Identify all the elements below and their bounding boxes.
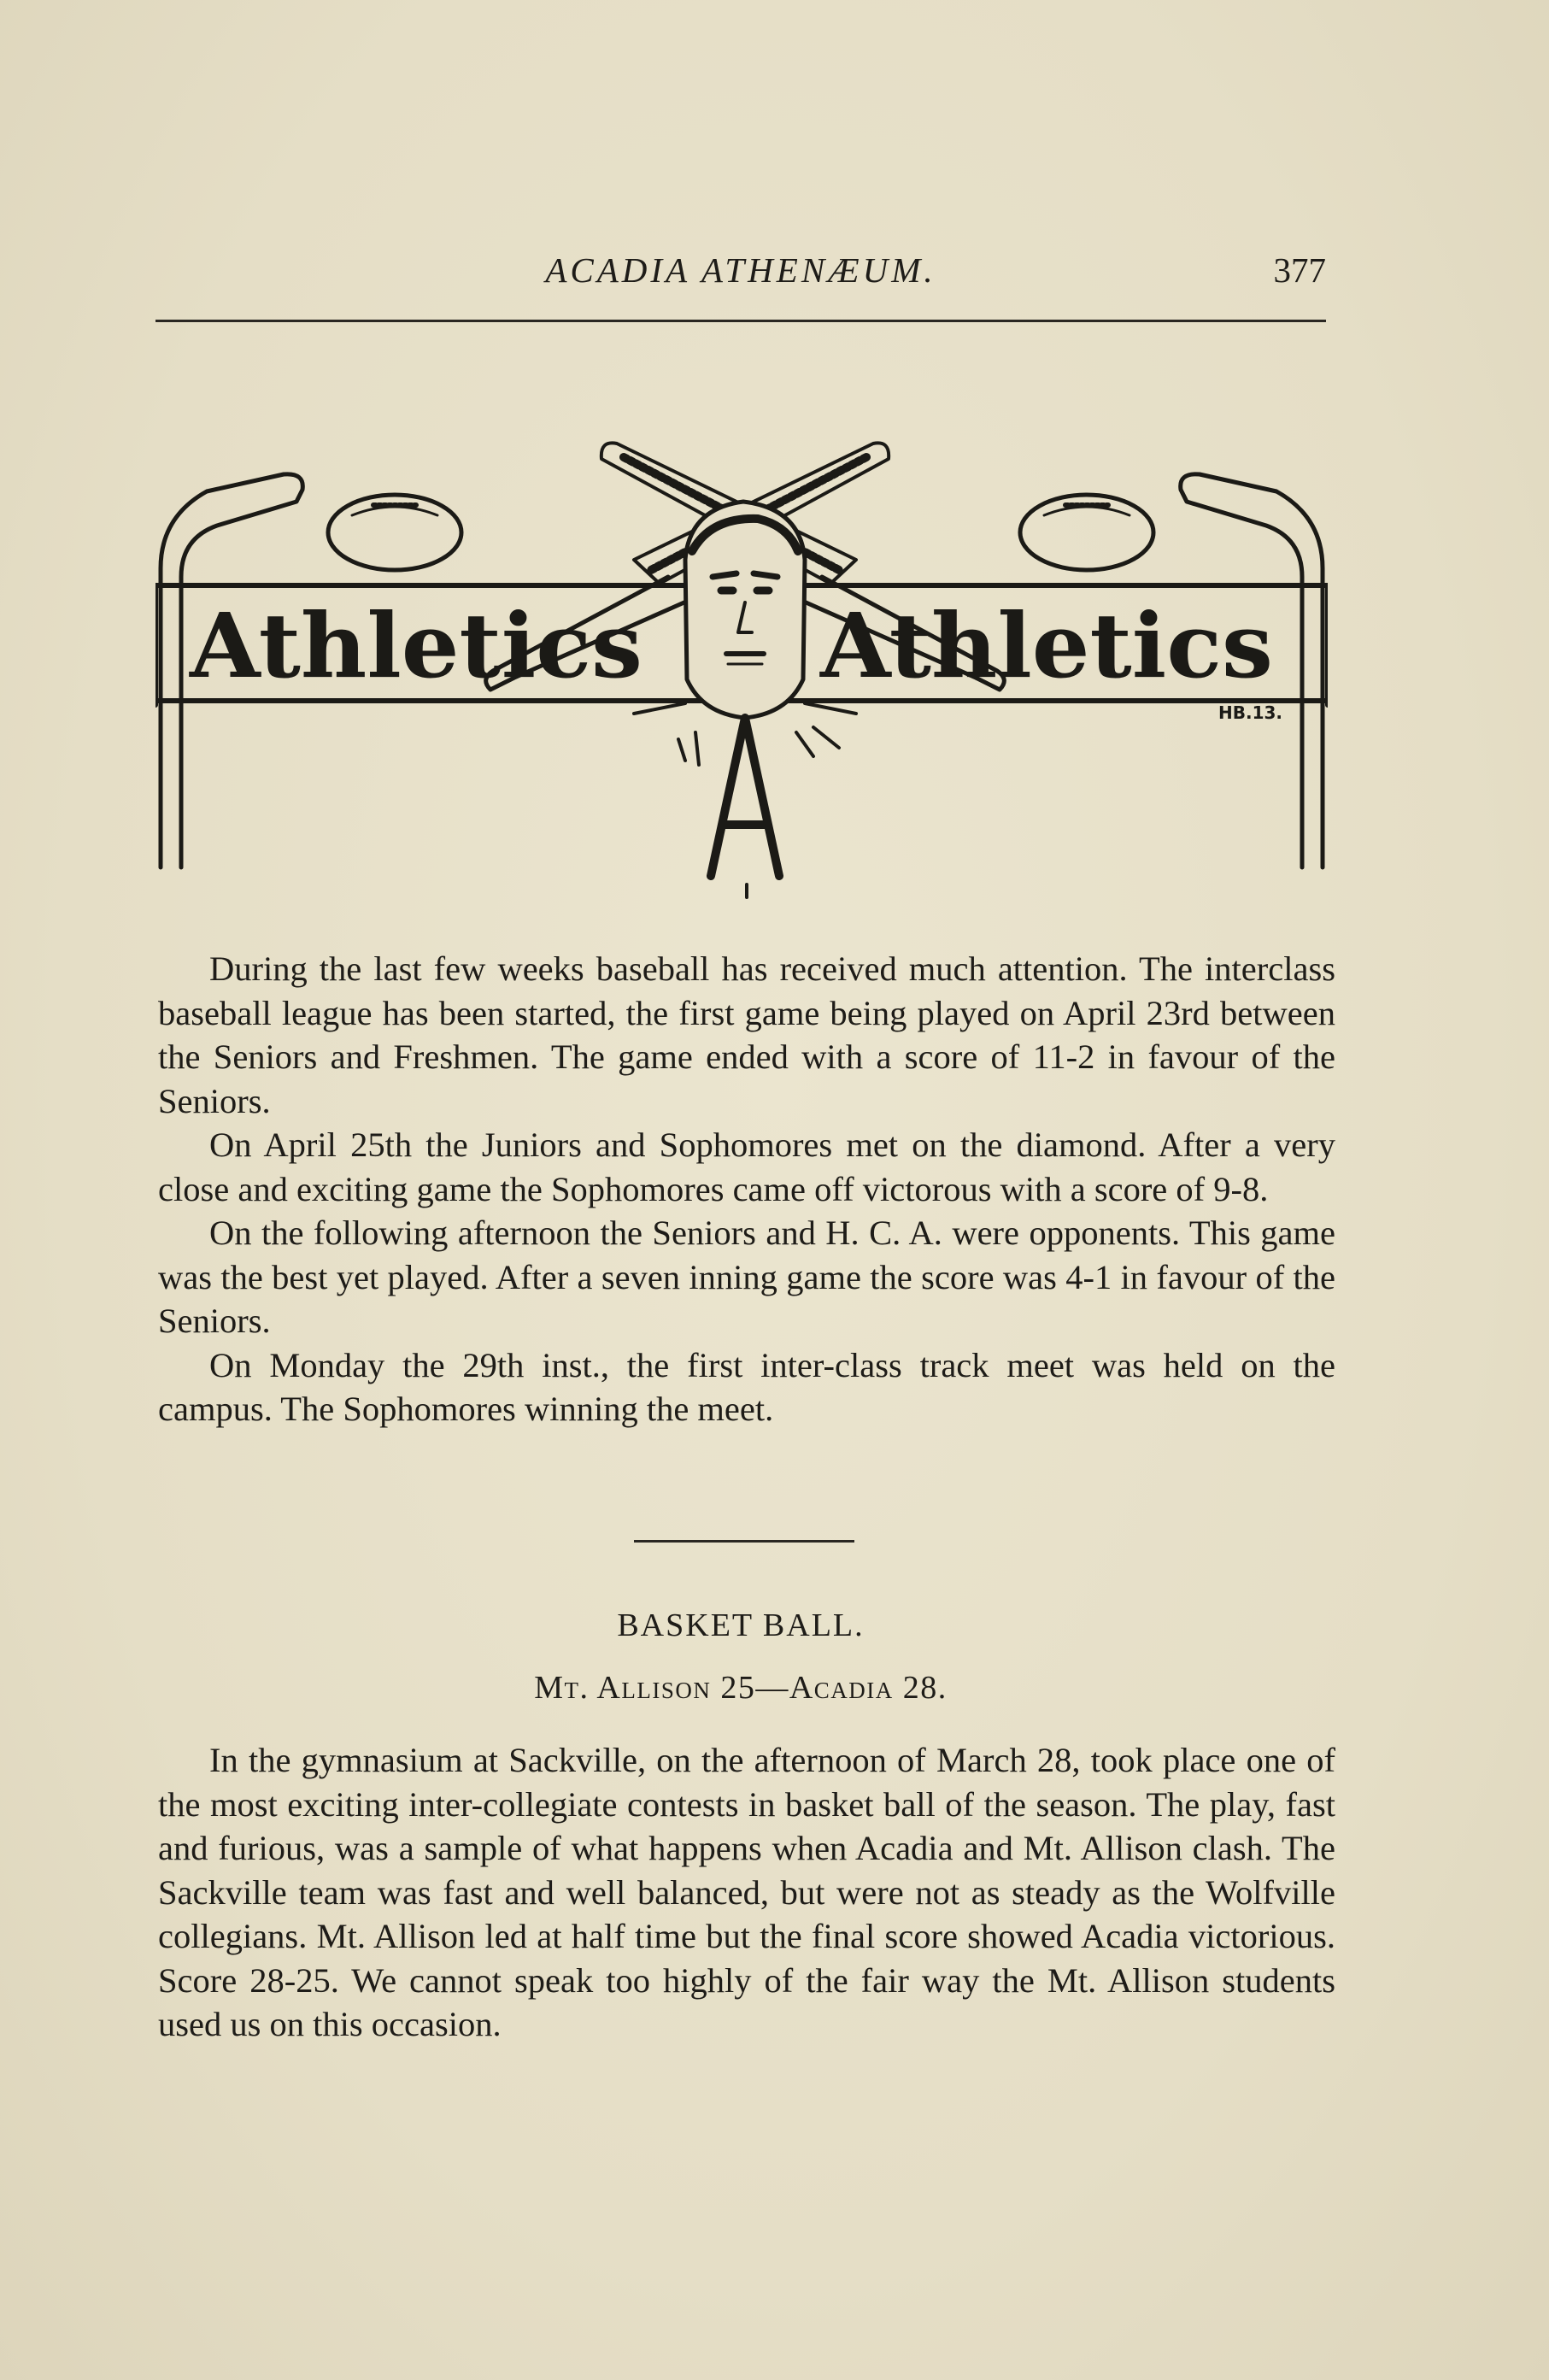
page-number: 377 [1273,250,1326,290]
header-rule [155,320,1326,322]
running-head [155,250,1326,301]
acadia-a-monogram-icon [634,703,856,897]
banner-word-right: Athletics [819,593,1273,698]
student-face-icon [685,502,805,718]
athletics-banner-illustration [155,423,1328,902]
basketball-text [158,1738,1335,2047]
paragraph: During the last few weeks baseball has received much attention. The interclass baseball league has been started, the first game being played on April 23rd between the Seniors and Freshmen. The game ended with a score of 11-2 in favour of the Seniors. [158,949,1335,1120]
paragraph: On the following afternoon the Seniors and H. C. A. were opponents. This game was the best yet played. After a seven inning game the score was 4-1 in favour of the Seniors. [158,1214,1335,1340]
paragraph: On April 25th the Juniors and Sophomores met on the diamond. After a very close and exciting game the Sophomores came off victorous with a score of 9-8. [158,1125,1335,1208]
athletics-text [158,947,1335,1431]
score-heading: Mt. Allison 25—Acadia 28. [534,1670,948,1706]
artist-mark: HB.13. [1218,702,1283,723]
banner-word-left: Athletics [188,593,643,698]
left-football-icon [328,495,461,570]
paragraph: On Monday the 29th inst., the first inter-class track meet was held on the campus. The Sophomores winning the meet. [158,1345,1335,1428]
section-heading: BASKET BALL. [617,1607,865,1643]
paragraph: In the gymnasium at Sackville, on the afternoon of March 28, took place one of the most exciting inter-collegiate contests in basket ball of the season. The play, fast and furious, was a sample of what happens when Acadia and Mt. Allison clash. The Sackville team was fast and well balanced, but were not as steady as the Wolfville collegians. Mt. Allison led at half time but the final score showed Acadia victorious. Score 28-25. We cannot speak too highly of the fair way the Mt. Allison students used us on this occasion. [158,1741,1335,2043]
right-football-icon [1020,495,1153,570]
section-divider [634,1540,854,1543]
running-title: ACADIA ATHENÆUM. [545,250,936,290]
